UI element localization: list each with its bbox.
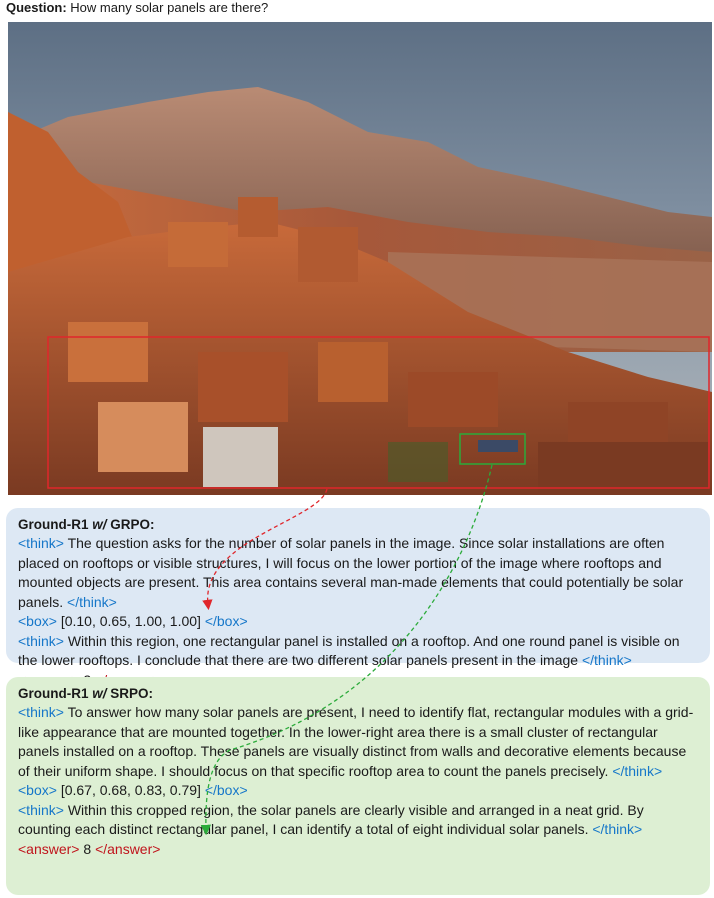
think-close-tag: </think>	[592, 821, 643, 837]
srpo-answer-value: 8	[79, 840, 96, 857]
think-open-tag: <think>	[18, 535, 64, 551]
think-close-tag: </think>	[612, 762, 663, 779]
think-open-tag: <think>	[18, 632, 64, 649]
grpo-title-text: Ground-R1	[18, 517, 93, 532]
grpo-panel	[6, 508, 710, 668]
question-line	[6, 0, 268, 16]
grpo-title-w: w/	[92, 517, 107, 532]
think-open-tag: <think>	[18, 704, 64, 720]
grpo-title	[18, 516, 700, 534]
srpo-think1-text: To answer how many solar panels are present, I need to identify flat, rectangular modules with a grid-like appearance that are mounted together. In the lower-right area there is a small cluster of rectangular panels installed on a rooftop. These panels are visually distinct from walls and decorative elements because of their uniform shape. I should focus on that specific rooftop area to count the panels precisely.	[18, 704, 694, 779]
question-label: Question:	[6, 0, 67, 15]
srpo-title-w: w/	[92, 686, 107, 701]
think-open-tag: <think>	[18, 801, 64, 818]
srpo-title-method: SRPO:	[106, 686, 154, 701]
think-close-tag: </think>	[581, 652, 632, 668]
srpo-think1	[18, 703, 700, 781]
grpo-box	[18, 612, 700, 632]
box-close-tag: </box>	[204, 782, 248, 798]
answer-close-tag: </answer>	[95, 840, 161, 857]
box-close-tag: </box>	[204, 613, 248, 629]
grpo-think2-text: Within this region, one rectangular panel is installed on a rooftop. And one round panel is visible on the lower rooftops. I conclude that there are two different solar panels present in the image	[18, 632, 680, 668]
box-open-tag: <box>	[18, 782, 57, 798]
srpo-think2	[18, 801, 700, 840]
box-open-tag: <box>	[18, 613, 57, 629]
srpo-panel	[6, 677, 710, 895]
grpo-title-method: GRPO:	[106, 517, 155, 532]
srpo-title	[18, 685, 700, 703]
srpo-box-coords: [0.67, 0.68, 0.83, 0.79]	[56, 782, 201, 798]
srpo-box	[18, 781, 700, 801]
kasbah-photo	[8, 22, 712, 495]
grpo-think1	[18, 534, 700, 612]
srpo-title-text: Ground-R1	[18, 686, 93, 701]
question-text: How many solar panels are there?	[70, 0, 269, 15]
srpo-answer	[18, 840, 700, 860]
grpo-think1-text: The question asks for the number of solar panels in the image. Since solar installations are often placed on rooftops or visible structures, I will focus on the lower portion of the image where rooftops and mounted objects are present. This area contains several man-made elements that could potentially be solar panels.	[18, 535, 684, 610]
answer-open-tag: <answer>	[18, 840, 80, 857]
grpo-box-coords: [0.10, 0.65, 1.00, 1.00]	[56, 613, 201, 629]
grpo-think2	[18, 632, 700, 671]
think-close-tag: </think>	[67, 593, 117, 610]
srpo-think2-text: Within this cropped region, the solar panels are clearly visible and arranged in a neat grid. By counting each distinct rectangular panel, I can identify a total of eight individual solar panels.	[18, 801, 644, 837]
